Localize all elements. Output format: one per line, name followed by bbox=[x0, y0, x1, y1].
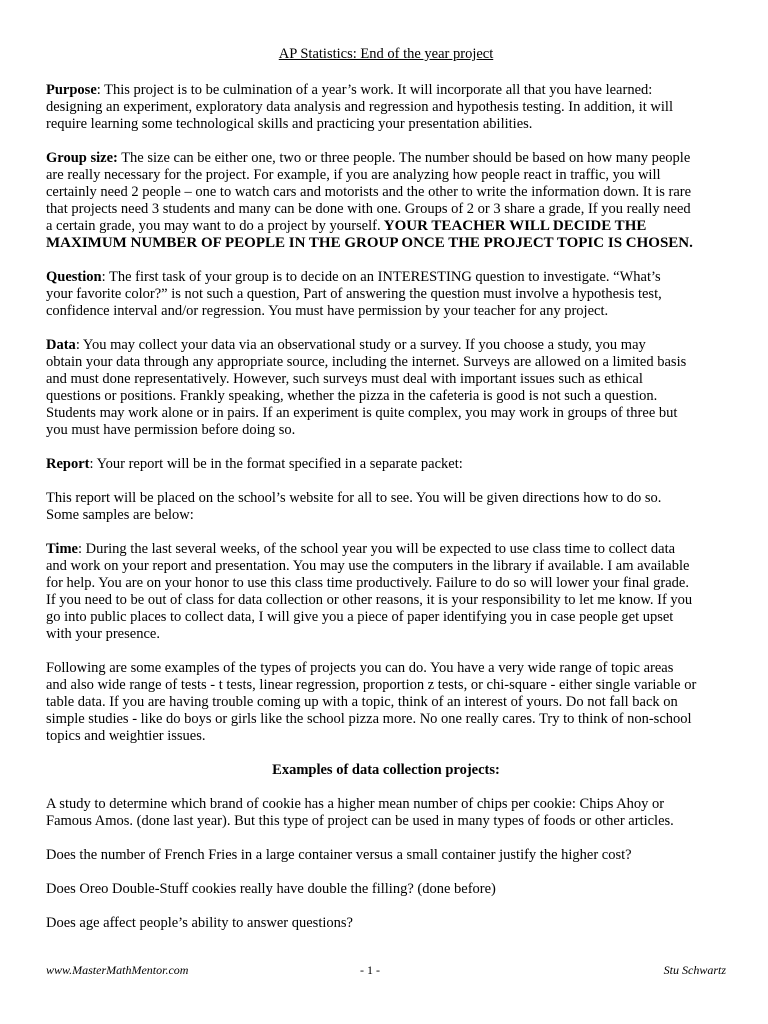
spacer bbox=[46, 643, 726, 660]
website-paragraph bbox=[46, 490, 726, 524]
data-paragraph bbox=[46, 337, 726, 439]
following-line: Following are some examples of the types of projects you can do. You have a very wide range of topic areas bbox=[46, 660, 674, 676]
question-label: Question bbox=[46, 269, 102, 285]
example-line: A study to determine which brand of cookie has a higher mean number of chips per cookie: Chips Ahoy or bbox=[46, 796, 665, 812]
data-line: obtain your data through any appropriate source, including the internet. Surveys are allowed on a limited basis bbox=[46, 354, 687, 370]
time-line: for help. You are on your honor to use this class time productively. Failure to do so will lower your final grade. bbox=[46, 575, 689, 591]
following-line: table data. If you are having trouble coming up with a topic, think of an interest of yours. Do not fall back on bbox=[46, 694, 678, 710]
example-line: Does the number of French Fries in a large container versus a small container justify the higher cost? bbox=[46, 847, 632, 863]
purpose-line: require learning some technological skills and practicing your presentation abilities. bbox=[46, 116, 533, 132]
spacer bbox=[46, 864, 726, 881]
purpose-paragraph bbox=[46, 82, 726, 133]
spacer bbox=[46, 830, 726, 847]
data-line: questions or positions. Frankly speaking, whether the pizza in the cafeteria is good is not such a question. bbox=[46, 388, 658, 404]
example-item bbox=[46, 796, 726, 830]
example-item bbox=[46, 915, 726, 932]
time-line: with your presence. bbox=[46, 626, 160, 642]
purpose-line: : This project is to be culmination of a year’s work. It will incorporate all that you have learned: bbox=[96, 82, 653, 98]
following-line: and also wide range of tests - t tests, linear regression, proportion z tests, or chi-square - either single variable or bbox=[46, 677, 697, 693]
purpose-label: Purpose bbox=[46, 82, 97, 98]
example-line: Does Oreo Double-Stuff cookies really have double the filling? (done before) bbox=[46, 881, 496, 897]
report-line: : Your report will be in the format specified in a separate packet: bbox=[89, 456, 463, 472]
question-paragraph bbox=[46, 269, 726, 320]
group-size-label: Group size: bbox=[46, 150, 118, 166]
data-line: and must done representatively. However, such surveys must deal with important issues such as ethical bbox=[46, 371, 643, 387]
spacer bbox=[46, 320, 726, 337]
spacer bbox=[46, 252, 726, 269]
following-line: topics and weightier issues. bbox=[46, 728, 206, 744]
website-line: Some samples are below: bbox=[46, 507, 194, 523]
data-line: you must have permission before doing so. bbox=[46, 422, 296, 438]
report-paragraph bbox=[46, 456, 726, 473]
example-item bbox=[46, 847, 726, 864]
group-size-emphasis: MAXIMUM NUMBER OF PEOPLE IN THE GROUP ONCE THE PROJECT TOPIC IS CHOSEN. bbox=[46, 235, 693, 251]
group-size-line: that projects need 3 students and many can be done with one. Groups of 2 or 3 share a grade, If you really need bbox=[46, 201, 691, 217]
time-label: Time bbox=[46, 541, 78, 557]
time-line: and work on your report and presentation. You may use the computers in the library if available. I am available bbox=[46, 558, 690, 574]
data-line: Students may work alone or in pairs. If an experiment is quite complex, you may work in groups of three but bbox=[46, 405, 678, 421]
spacer bbox=[46, 779, 726, 796]
group-size-line: certainly need 2 people – one to watch cars and motorists and the other to write the information down. It is rare bbox=[46, 184, 692, 200]
footer-website: www.MasterMathMentor.com bbox=[46, 963, 189, 977]
document-body bbox=[46, 46, 726, 932]
spacer bbox=[46, 898, 726, 915]
spacer bbox=[46, 133, 726, 150]
footer-author: Stu Schwartz bbox=[663, 963, 726, 977]
website-line: This report will be placed on the school’s website for all to see. You will be given directions how to do so. bbox=[46, 490, 662, 506]
time-line: If you need to be out of class for data collection or other reasons, it is your responsibility to let me know. If you bbox=[46, 592, 693, 608]
spacer bbox=[46, 65, 726, 82]
example-line: Does age affect people’s ability to answer questions? bbox=[46, 915, 353, 931]
spacer bbox=[46, 524, 726, 541]
purpose-line: designing an experiment, exploratory data analysis and regression and hypothesis testing. In addition, it will bbox=[46, 99, 673, 115]
group-size-line: are really necessary for the project. For example, if you are analyzing how people react in traffic, you will bbox=[46, 167, 661, 183]
spacer bbox=[46, 473, 726, 490]
group-size-line: a certain grade, you may want to do a project by yourself. bbox=[46, 218, 381, 234]
example-line: Famous Amos. (done last year). But this type of project can be used in many types of foods or other articles. bbox=[46, 813, 674, 829]
footer-page-number: - 1 - bbox=[360, 963, 380, 977]
report-label: Report bbox=[46, 456, 90, 472]
question-line: : The first task of your group is to decide on an INTERESTING question to investigate. “What’s bbox=[101, 269, 661, 285]
data-line: : You may collect your data via an observational study or a survey. If you choose a study, you may bbox=[75, 337, 646, 353]
spacer bbox=[46, 439, 726, 456]
group-size-emphasis: YOUR TEACHER WILL DECIDE THE bbox=[380, 218, 647, 234]
time-paragraph bbox=[46, 541, 726, 643]
spacer bbox=[46, 745, 726, 762]
time-line: : During the last several weeks, of the school year you will be expected to use class time to collect data bbox=[77, 541, 676, 557]
group-size-line: The size can be either one, two or three people. The number should be based on how many people bbox=[117, 150, 691, 166]
question-line: confidence interval and/or regression. You must have permission by your teacher for any project. bbox=[46, 303, 609, 319]
question-line: your favorite color?” is not such a question, Part of answering the question must involve a hypothesis test, bbox=[46, 286, 662, 302]
time-line: go into public places to collect data, I will give you a piece of paper identifying you in case people get upset bbox=[46, 609, 674, 625]
group-size-paragraph bbox=[46, 150, 726, 252]
document-title: AP Statistics: End of the year project bbox=[278, 46, 494, 62]
example-item bbox=[46, 881, 726, 898]
following-line: simple studies - like do boys or girls like the school pizza more. No one really cares. Try to think of non-school bbox=[46, 711, 692, 727]
examples-heading: Examples of data collection projects: bbox=[272, 762, 500, 778]
data-label: Data bbox=[46, 337, 76, 353]
following-paragraph bbox=[46, 660, 726, 745]
